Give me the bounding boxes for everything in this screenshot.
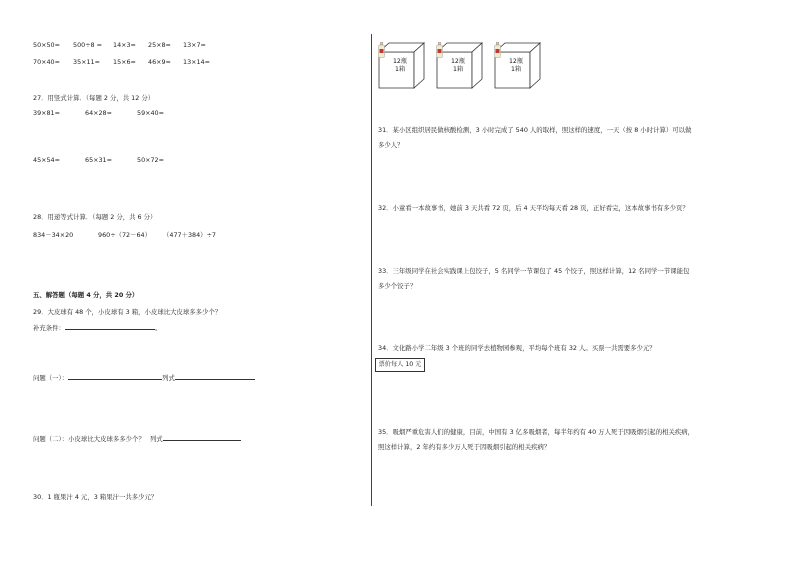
q27-item-2: 64×28= xyxy=(85,109,112,117)
oral-calc-1-4: 25×8= xyxy=(148,41,171,49)
juice-box-label: 12瓶 1箱 xyxy=(450,58,466,73)
oral-calc-2-2: 35×11= xyxy=(73,58,100,66)
q31-line-1: 31．某小区组织居民做核酸检测，3 小时完成了 540 人的取样，照这样的速度，一天（按 8 小时计算）可以做 xyxy=(378,126,692,134)
juice-box-label: 12瓶 1箱 xyxy=(508,58,524,73)
q34-text: 34．文化路小学二年级 3 个班的同学去植物园参观，平均每个班有 32 人。买票一共需要多少元？ xyxy=(378,344,656,352)
q30-text: 30．1 瓶果汁 4 元，3 箱果汁一共多少元？ xyxy=(33,493,158,501)
q29-problem1-label: 问题（一）： xyxy=(33,374,69,382)
oral-calc-2-5: 13×14= xyxy=(183,58,210,66)
juice-bottle-icon xyxy=(378,42,385,58)
q29-formula2-label: 列式 xyxy=(149,435,163,443)
oral-calc-2-3: 15×6= xyxy=(113,58,136,66)
ticket-price-box: 票价每人 10 元 xyxy=(375,358,425,372)
q35-line-2: 照这样计算，2 年约有多少万人死于因吸烟引起的相关疾病？ xyxy=(378,443,551,451)
oral-calc-1-3: 14×3= xyxy=(113,41,136,49)
juice-bottle-icon xyxy=(494,42,501,58)
q28-item-1: 834－34×20 xyxy=(33,231,74,239)
q29-problem1-blank[interactable] xyxy=(68,373,162,380)
oral-calc-1-1: 50×50= xyxy=(33,41,60,49)
q27-item-5: 65×31= xyxy=(85,156,112,164)
q29-supplement xyxy=(33,323,161,331)
section-5-heading: 五、解答题（每题 4 分，共 20 分） xyxy=(33,291,139,299)
oral-calc-1-5: 13×7= xyxy=(183,41,206,49)
q32-text: 32．小童看一本故事书，她前 3 天共看 72 页，后 4 天平均每天看 28 页，正好看完，这本故事书有多少页？ xyxy=(378,204,689,212)
q27-item-3: 59×40= xyxy=(137,109,164,117)
q29-problem2 xyxy=(33,434,241,442)
juice-box-label: 12瓶 1箱 xyxy=(392,58,408,73)
q29-problem2-text: 问题（二）：小皮球比大皮球多多少个？ xyxy=(33,435,145,443)
q27-item-4: 45×54= xyxy=(33,156,60,164)
q31-line-2: 多少人？ xyxy=(378,141,404,149)
q29-formula-label: 列式 xyxy=(162,374,175,382)
juice-box-3 xyxy=(494,42,542,90)
q27-item-6: 50×72= xyxy=(137,156,164,164)
q29-supplement-blank[interactable] xyxy=(65,323,155,330)
juice-box-1 xyxy=(378,42,426,90)
q29-problem1 xyxy=(33,373,255,381)
q28-item-2: 960÷（72－64） xyxy=(98,231,151,239)
juice-box-2 xyxy=(436,42,484,90)
q28-title: 28．用递等式计算．（每题 2 分，共 6 分） xyxy=(33,213,157,221)
column-divider xyxy=(371,34,372,506)
q29-formula-blank[interactable] xyxy=(175,373,255,380)
q35-line-1: 35．吸烟严重危害人们的健康，目前，中国有 3 亿多吸烟者，每半年约有 40 万人死于因吸烟引起的相关疾病， xyxy=(378,428,695,436)
q29-text: 29．大皮球有 48 个，小皮球有 3 箱，小皮球比大皮球多多少个？ xyxy=(33,308,222,316)
q28-item-3: （477＋384）÷7 xyxy=(163,231,216,239)
q33-line-1: 33．三年级同学在社会实践课上包饺子，5 名同学一节课包了 45 个饺子，照这样计算，12 名同学一节课能包 xyxy=(378,267,690,275)
oral-calc-2-4: 46×9= xyxy=(148,58,171,66)
q29-formula2-blank[interactable] xyxy=(163,434,241,441)
oral-calc-1-2: 500÷8 = xyxy=(73,41,103,49)
q29-supplement-label: 补充条件： xyxy=(33,324,65,332)
q29-supplement-end: 。 xyxy=(154,324,162,332)
oral-calc-2-1: 70×40= xyxy=(33,58,60,66)
q27-item-1: 39×81= xyxy=(33,109,60,117)
q27-title: 27．用竖式计算．（每题 2 分，共 12 分） xyxy=(33,94,155,102)
juice-bottle-icon xyxy=(436,42,443,58)
q33-line-2: 多少个饺子？ xyxy=(378,282,417,290)
